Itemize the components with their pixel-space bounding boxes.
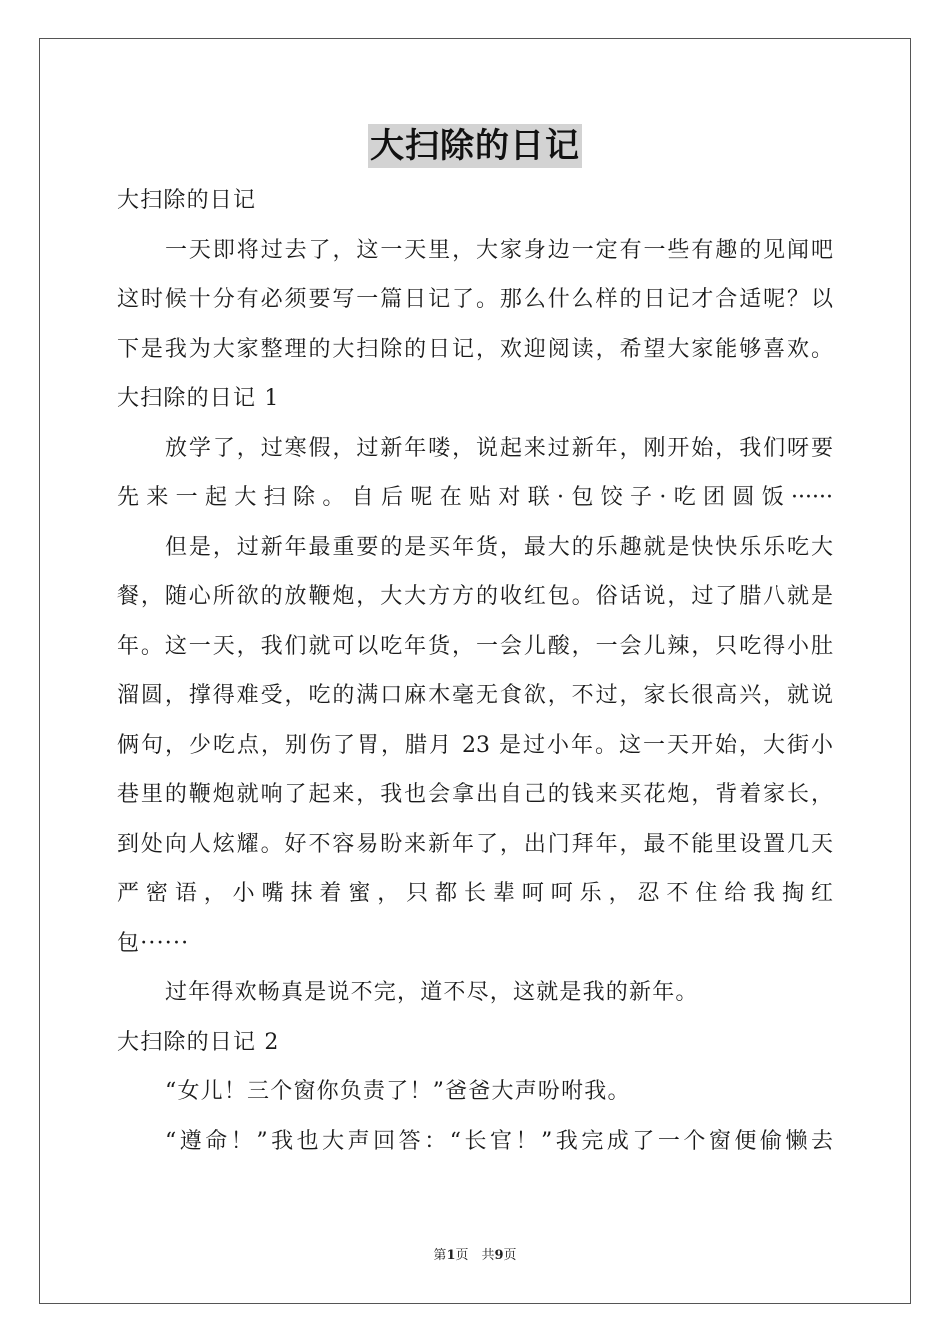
footer-mid: 页 共 [455,1248,495,1263]
text-line: 巷里的鞭炮就响了起来，我也会拿出自己的钱来买花炮，背着家长， [117,782,833,807]
text-line: 放学了，过寒假，过新年喽，说起来过新年，刚开始，我们呀要 [165,435,833,461]
text-line: “女儿！三个窗你负责了！”爸爸大声吩咐我。 [165,1079,631,1104]
text-line: 包······ [117,930,190,956]
text-line: 大扫除的日记 1 [117,386,280,411]
text-line: 下是我为大家整理的大扫除的日记，欢迎阅读，希望大家能够喜欢。 [117,336,833,362]
text-line: 年。这一天，我们就可以吃年货，一会儿酸，一会儿辣，只吃得小肚 [117,633,833,659]
text-line: 这时候十分有必须要写一篇日记了。那么什么样的日记才合适呢？以 [117,287,833,312]
text-line: 先来一起大扫除。自后呢在贴对联·包饺子·吃团圆饭······ [117,485,833,510]
footer-prefix: 第 [433,1248,447,1263]
text-line: 餐，随心所欲的放鞭炮，大大方方的收红包。俗话说，过了腊八就是 [117,584,833,609]
page-footer [0,1244,950,1263]
text-line: 大扫除的日记 2 [117,1029,280,1055]
text-line: 严密语，小嘴抹着蜜，只都长辈呵呵乐，忍不住给我掏红 [117,881,833,906]
text-line: 但是，过新年最重要的是买年货，最大的乐趣就是快快乐乐吃大 [165,534,833,560]
footer-suffix: 页 [503,1248,517,1263]
document-title: 大扫除的日记 [370,126,580,166]
text-line: 溜圆，撑得难受，吃的满口麻木毫无食欲，不过，家长很高兴，就说 [117,683,833,708]
footer-page-number: 1 [446,1248,456,1263]
text-line: 一天即将过去了，这一天里，大家身边一定有一些有趣的见闻吧 [165,237,833,263]
footer-total-pages: 9 [494,1248,504,1263]
text-line: 俩句，少吃点，别伤了胃，腊月 23 是过小年。这一天开始，大街小 [117,732,833,758]
text-line: 过年得欢畅真是说不完，道不尽，这就是我的新年。 [165,980,699,1005]
text-line: 到处向人炫耀。好不容易盼来新年了，出门拜年，最不能里设置几天 [117,831,833,857]
text-line: “遵命！”我也大声回答：“长官！”我完成了一个窗便偷懒去 [165,1128,833,1154]
text-line: 大扫除的日记 [117,188,257,213]
title-container [0,124,950,168]
document-body [117,176,833,1166]
